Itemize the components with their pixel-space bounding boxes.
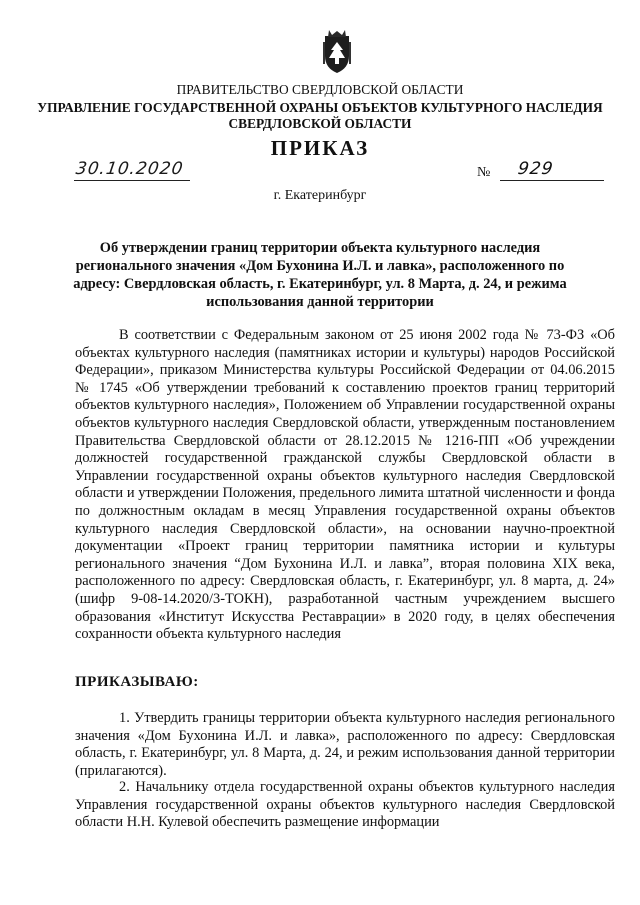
coat-of-arms-icon [319,28,355,74]
department-name-line2: СВЕРДЛОВСКОЙ ОБЛАСТИ [228,116,412,131]
number-label: № [477,165,491,180]
preamble [75,327,615,644]
document-title: Об утверждении границ территории объекта культурного наследия регионального значения «Дом Бухонина И.Л. и лавка», расположенного по адресу: Свердловская область, г. Екатеринбург, ул. 8 Марта, д. 24, и режима использования данной территории [73,240,567,310]
order-item-2 [75,779,615,832]
preamble-text: В соответствии с Федеральным законом от 25 июня 2002 года № 73-ФЗ «Об объектах культурного наследия (памятниках истории и культуры) народов Российской Федерации», приказом Министерства культуры Российской Федерации от 04.06.2015 № 1745 «Об утверждении требований к составлению проектов границ территорий объектов культурного наследия», Положением об Управлении государственной охраны объектов культурного наследия Свердловской области, утвержденным постановлением Правительства Свердловской области от 28.12.2015 № 1216-ПП «Об учреждении должностей государственной гражданской службы Свердловской области в Управлении государственной охраны объектов культурного наследия Свердловской области и утверждении Положения, предельного лимита штатной численности и фонда по должностным окладам в месяц Управления государственной охраны объектов культурного наследия Свердловской области», на основании научно-проектной документации «Проект границ территории памятника истории и культуры регионального значения “Дом Бухонина И.Л. и лавка”, вторая половина XIX века, расположенного по адресу: Свердловская область, г. Екатеринбург, ул. 8 марта, д. 24» (шифр 9-08-14.2020/3-ТОКН), разработанной частным учреждением высшего образования «Институт Искусства Реставрации» в 2020 году, в целях обеспечения сохранности объекта культурного наследия [75,327,615,643]
handwritten-number: 929 [516,159,555,179]
order-item-1 [75,710,615,780]
order-item-text: 1. Утвердить границы территории объекта культурного наследия регионального значения «Дом Бухонина И.Л. и лавка», расположенного по адресу: Свердловская область, г. Екатеринбург, ул. 8 Марта, д. 24, и режим использования данной территории (прилагаются). [75,710,615,779]
date-field [74,158,190,181]
document-type: ПРИКАЗ [270,136,370,160]
government-name: ПРАВИТЕЛЬСТВО СВЕРДЛОВСКОЙ ОБЛАСТИ [176,82,464,97]
department-name [0,100,640,132]
handwritten-date: 30.10.2020 [74,159,185,179]
number-field [500,158,604,181]
city: г. Екатеринбург [273,188,367,203]
department-name-line1: УПРАВЛЕНИЕ ГОСУДАРСТВЕННОЙ ОХРАНЫ ОБЪЕКТОВ КУЛЬТУРНОГО НАСЛЕДИЯ [37,100,603,115]
decree-word: ПРИКАЗЫВАЮ: [75,674,199,690]
order-item-text: 2. Начальнику отдела государственной охраны объектов культурного наследия Управления государственной охраны объектов культурного наследия Свердловской области Н.Н. Кулевой обеспечить размещение информации [75,779,615,831]
